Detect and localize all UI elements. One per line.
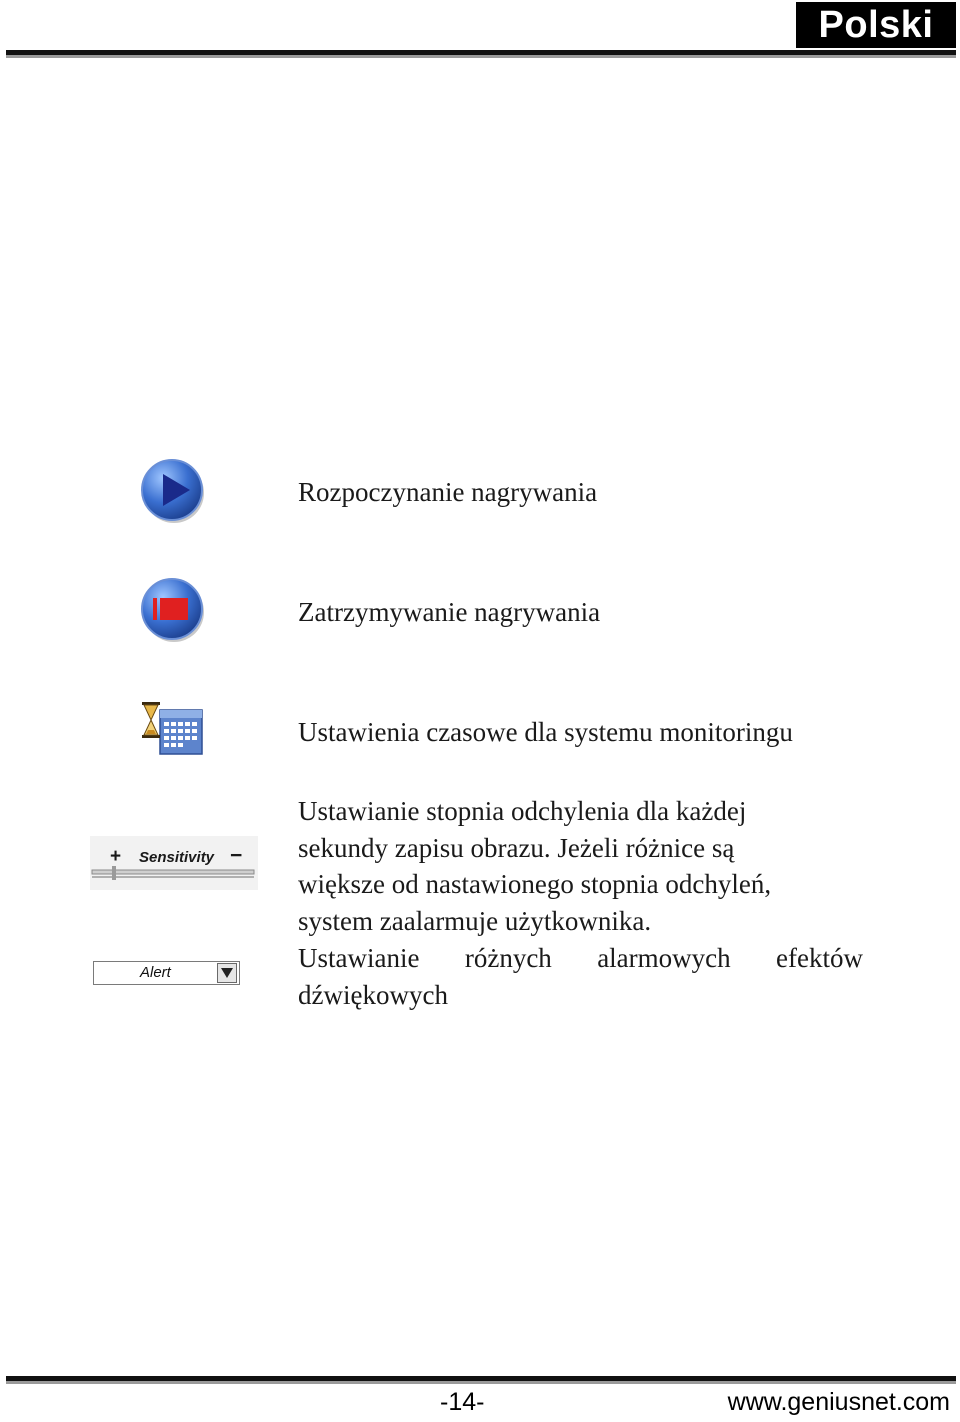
- language-badge: Polski: [796, 2, 956, 48]
- item-label-schedule: Ustawienia czasowe dla systemu monitoringu: [298, 717, 793, 747]
- sensitivity-plus[interactable]: +: [110, 846, 122, 867]
- alert-dropdown[interactable]: [93, 961, 240, 985]
- header-rule: [6, 50, 956, 55]
- stop-record-icon[interactable]: [138, 575, 208, 650]
- description-paragraph: [298, 793, 863, 1013]
- sensitivity-minus[interactable]: −: [230, 844, 243, 867]
- schedule-icon[interactable]: [140, 700, 206, 765]
- paragraph-line: dźwiękowych: [298, 979, 448, 1010]
- sensitivity-label: Sensitivity: [139, 849, 215, 866]
- paragraph-line: Ustawianie różnych alarmowych efektów: [298, 942, 863, 973]
- footer-rule: [6, 1376, 956, 1381]
- play-record-icon[interactable]: [138, 456, 208, 531]
- alert-value: Alert: [140, 964, 171, 981]
- paragraph-line: sekundy zapisu obrazu. Jeżeli różnice są: [298, 832, 735, 863]
- paragraph-line: większe od nastawionego stopnia odchyleń,: [298, 869, 772, 900]
- sensitivity-slider[interactable]: [90, 836, 258, 890]
- item-label-start: Rozpoczynanie nagrywania: [298, 477, 598, 507]
- paragraph-line: system zaalarmuje użytkownika.: [298, 906, 652, 937]
- page-number: -14-: [440, 1388, 485, 1416]
- paragraph-line: Ustawianie stopnia odchylenia dla każdej: [298, 796, 747, 826]
- footer-url: www.geniusnet.com: [727, 1388, 950, 1416]
- chevron-down-icon[interactable]: [217, 963, 237, 983]
- item-label-stop: Zatrzymywanie nagrywania: [298, 597, 601, 627]
